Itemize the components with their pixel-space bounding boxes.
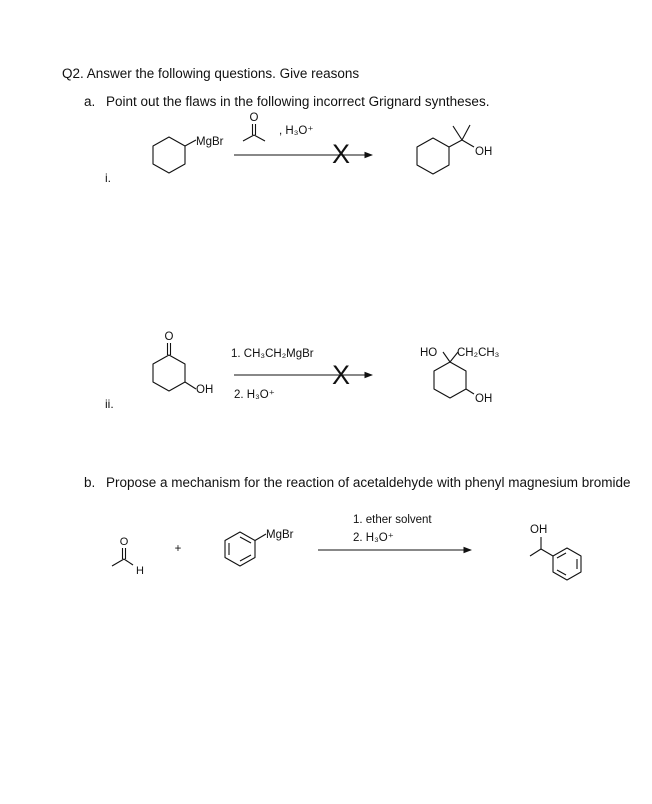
acetone-reagent bbox=[243, 112, 265, 141]
product-ethyl-ii: CH₂CH₃ bbox=[457, 347, 500, 359]
question-title: Q2. Answer the following questions. Give reasons bbox=[62, 66, 360, 81]
acetone-oxygen: O bbox=[249, 112, 259, 124]
acetaldehyde bbox=[112, 536, 144, 577]
tertiary-alcohol-product bbox=[417, 125, 492, 174]
step-1-ii: 1. CH₃CH₂MgBr bbox=[231, 348, 314, 360]
phenyl-grignard bbox=[225, 529, 294, 566]
cross-mark-ii: X bbox=[332, 360, 351, 390]
diol-product bbox=[420, 347, 500, 405]
aldehyde-hydrogen: H bbox=[136, 565, 144, 577]
step-1-b: 1. ether solvent bbox=[353, 514, 432, 526]
part-a-marker: a. bbox=[84, 94, 96, 109]
part-b-marker: b. bbox=[84, 475, 96, 490]
product-oh-ii: OH bbox=[475, 393, 493, 405]
product-ho-ii: HO bbox=[420, 347, 438, 359]
hydroxy-cyclohexanone bbox=[153, 331, 213, 396]
step-2-ii: 2. H₃O⁺ bbox=[234, 389, 275, 401]
reaction-i-label: i. bbox=[105, 171, 111, 185]
product-oh-b: OH bbox=[530, 524, 548, 536]
plus-sign: + bbox=[174, 543, 182, 555]
part-b-text: Propose a mechanism for the reaction of acetaldehyde with phenyl magnesium bromide bbox=[106, 475, 631, 490]
acid-reagent-i: , H₃O⁺ bbox=[279, 125, 314, 137]
aldehyde-oxygen: O bbox=[119, 536, 129, 548]
ketone-oxygen: O bbox=[164, 331, 174, 343]
cross-mark-i: X bbox=[332, 139, 351, 169]
mgbr-label: MgBr bbox=[196, 136, 224, 148]
product-oh-i: OH bbox=[475, 146, 493, 158]
start-oh-ii: OH bbox=[196, 384, 214, 396]
part-a-text: Point out the flaws in the following incorrect Grignard syntheses. bbox=[106, 94, 490, 109]
grignard-mgbr-b: MgBr bbox=[266, 529, 294, 541]
step-2-b: 2. H₃O⁺ bbox=[353, 532, 394, 544]
cyclohexyl-grignard bbox=[153, 136, 224, 173]
phenylethanol-product bbox=[530, 524, 581, 580]
reaction-ii-label: ii. bbox=[105, 397, 114, 411]
